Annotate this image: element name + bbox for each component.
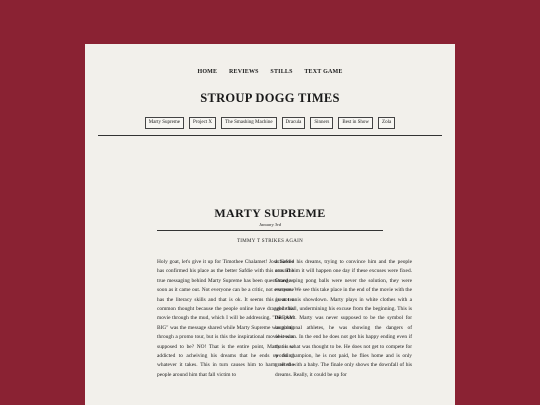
site-title[interactable]: STROUP DOGG TIMES [200, 91, 340, 105]
tag-bar [85, 117, 455, 129]
header-divider [98, 135, 442, 136]
top-nav [85, 69, 455, 75]
article-date: January 3rd [259, 222, 281, 227]
tag-best-in-show[interactable]: Best in Show [338, 117, 373, 129]
nav-reviews[interactable]: REVIEWS [228, 69, 259, 75]
article-kicker: TIMMY T STRIKES AGAIN [236, 239, 304, 244]
tag-project-x[interactable]: Project X [189, 117, 216, 129]
page-container [85, 44, 455, 405]
article-title: MARTY SUPREME [214, 206, 326, 220]
tag-marty-supreme[interactable]: Marty Supreme [145, 117, 184, 129]
nav-home[interactable]: HOME [197, 69, 218, 75]
title-divider [157, 230, 383, 231]
tag-zola[interactable]: Zola [378, 117, 395, 129]
article-column-left: Holy goat, let's give it up for Timothee Chalamet! Josh Safdie has confirmed his place as the better Safdie with this one. The true messaging behind Marty Supreme has been questioned as soon as it came out. Not everyone can be a critic, not everyone has the literacy skills and that is ok. It seems this is not a common thought because the people online have dragged this movie through the mud, which I will be addressing. "DREAM BIG" was the message shared while Marty Supreme was going through a promo tour, but is this the inspirational movie it was supposed to be? NO! That is the entire point, Marty is so addicted to acheiving his dreams that he ends up doing whatever it takes. This in turn causes him to harm all the people around him that fall victim to [157, 259, 294, 378]
tag-sinners[interactable]: Sinners [310, 117, 333, 129]
article-column-right: achieved his dreams, trying to convince him and the people around him it will happen one day if these excuses were fixed. Orange ping pong balls were never the solution, they were excuses. We see this take place in the end of the movie with the great tennis showdown. Marty plays in white clothes with a white ball, undermining his excuse from the beginning. This is the point. Marty was never supposed to be the symbol for inspirational athletes, he was showing the dangers of obsession. In the end he does not get his happy ending even if that is what was thought to be. He does not get to compete for world champion, he is not paid, he flies home and is only greeted with a baby. The finale only shows the downfall of his dreams. Really, it could be up for [275, 259, 412, 378]
nav-text-game[interactable]: TEXT GAME [304, 69, 343, 75]
tag-dracula[interactable]: Dracula [282, 117, 306, 129]
nav-stills[interactable]: STILLS [270, 69, 293, 75]
tag-smashing-machine[interactable]: The Smashing Machine [221, 117, 277, 129]
